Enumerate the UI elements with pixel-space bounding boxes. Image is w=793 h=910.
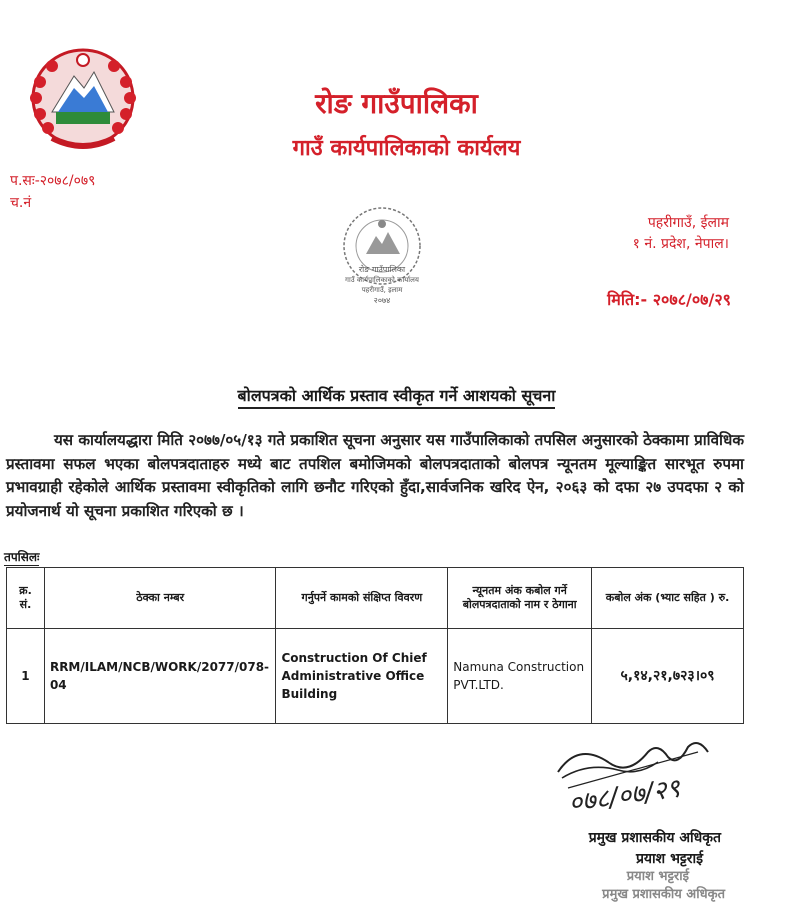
reference-block — [10, 170, 95, 214]
notice-heading-text: बोलपत्रको आर्थिक प्रस्ताव स्वीकृत गर्ने आशयको सूचना — [238, 386, 556, 409]
seal-name: प्रयाश भट्टराई — [626, 869, 689, 884]
address-block — [633, 213, 729, 255]
header-amount: कबोल अंक (भ्याट सहित ) रु. — [592, 568, 744, 629]
award-table — [6, 567, 744, 724]
office-title: गाउँ कार्यपालिकाको कार्यलय — [292, 136, 521, 161]
table-header-row — [7, 568, 744, 629]
notice-heading — [0, 384, 793, 406]
notice-date: मिति:- २०७८/०७/२९ — [607, 290, 731, 309]
address-line-2: १ नं. प्रदेश, नेपाल। — [632, 236, 729, 252]
seal-designation: प्रमुख प्रशासकीय अधिकृत — [602, 887, 725, 902]
signatory-name: प्रयाश भट्टराई — [635, 851, 703, 867]
details-label: तपसिलः — [4, 550, 40, 564]
header-contract-no: ठेक्का नम्बर — [44, 568, 275, 629]
handwritten-signature — [548, 732, 758, 822]
address-line-1: पहरीगाउँ, ईलाम — [647, 215, 729, 231]
stamp-line-2: गाउँ कार्यपालिकाको कार्यालय — [345, 276, 419, 284]
stamp-line-1: रोङ गाउँपालिका — [358, 265, 406, 274]
cell-amount: ५,१४,२१,७२३।०९ — [592, 629, 744, 724]
municipality-title: रोङ गाउँपालिका — [315, 87, 478, 120]
reference-number: प.सः-२०७८/०७९ — [10, 173, 96, 189]
cell-bidder: Namuna Construction PVT.LTD. — [448, 629, 592, 724]
signature-date: ०७८/०७/२९ — [566, 773, 683, 819]
stamp-line-4: २०७४ — [373, 296, 391, 305]
header-work-desc: गर्नुपर्ने कामको संक्षिप्त विवरण — [276, 568, 448, 629]
header-sn: क्र. सं. — [7, 568, 45, 629]
notice-body: यस कार्यालयद्धारा मिति २०७७/०५/१३ गते प्रकाशित सूचना अनुसार यस गाउँपालिकाको तपसिल अनुसारको ठेक्कामा प्राविधिक प्रस्तावमा सफल भएका बोलपत्रदाताहरु मध्ये बाट तपशिल बमोजिमको बोलपत्रदाताको बोलपत्र न्यूनतम मूल्याङ्कित सारभूत रुपमा प्रभावग्राही रहेकोले आर्थिक प्रस्तावमा स्वीकृतिको लागि छनौट गरिएको हुँदा,सार्वजनिक खरिद ऐन, २०६३ को दफा २७ उपदफा २ को प्रयोजनार्थ यो सूचना प्रकाशित गरिएको छ । — [6, 431, 744, 520]
signatory-designation: प्रमुख प्रशासकीय अधिकृत — [588, 830, 721, 846]
stamp-line-3: पहरीगाउँ, इलाम — [361, 286, 403, 294]
dispatch-number: च.नं — [10, 195, 32, 211]
header-bidder: न्यूनतम अंक कबोल गर्ने बोलपत्रदाताको नाम र ठेगाना — [448, 568, 592, 629]
cell-sn: 1 — [7, 629, 45, 724]
cell-work-desc: Construction Of Chief Administrative Office Building — [276, 629, 448, 724]
office-stamp — [326, 202, 438, 310]
cell-contract-no: RRM/ILAM/NCB/WORK/2077/078-04 — [44, 629, 275, 724]
table-row — [7, 629, 744, 724]
